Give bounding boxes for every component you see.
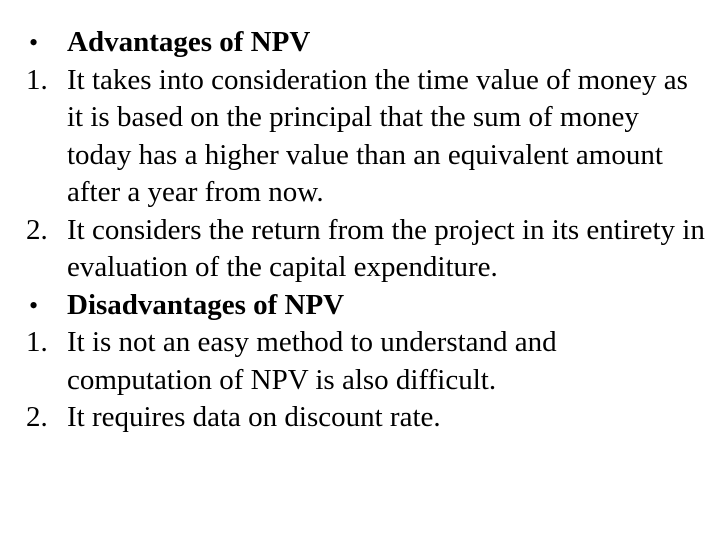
- list-item-text: It considers the return from the project in its entirety in evaluation of the capital expenditure.: [67, 213, 705, 283]
- number-marker: 1.: [26, 326, 48, 358]
- list-item-text: It takes into consideration the time value of money as it is based on the principal that the sum of money today has a higher value than an equivalent amount after a year from now.: [67, 63, 688, 208]
- heading-text: Advantages of NPV: [67, 26, 311, 58]
- bullet-marker: •: [29, 290, 39, 320]
- list-item: [26, 399, 706, 437]
- content-list: [26, 24, 706, 437]
- list-item-text: It is not an easy method to understand and computation of NPV is also difficult.: [67, 326, 557, 396]
- number-marker: 2.: [26, 401, 48, 433]
- heading-text: Disadvantages of NPV: [67, 288, 345, 321]
- list-item: [26, 212, 706, 287]
- list-item: [26, 324, 706, 399]
- number-marker: 1.: [26, 63, 48, 96]
- list-item: [26, 62, 706, 212]
- bullet-marker: •: [29, 28, 39, 57]
- list-item-text: It requires data on discount rate.: [67, 401, 441, 433]
- section-heading-disadvantages: [26, 287, 706, 325]
- number-marker: 2.: [26, 213, 48, 246]
- section-heading-advantages: [26, 24, 706, 62]
